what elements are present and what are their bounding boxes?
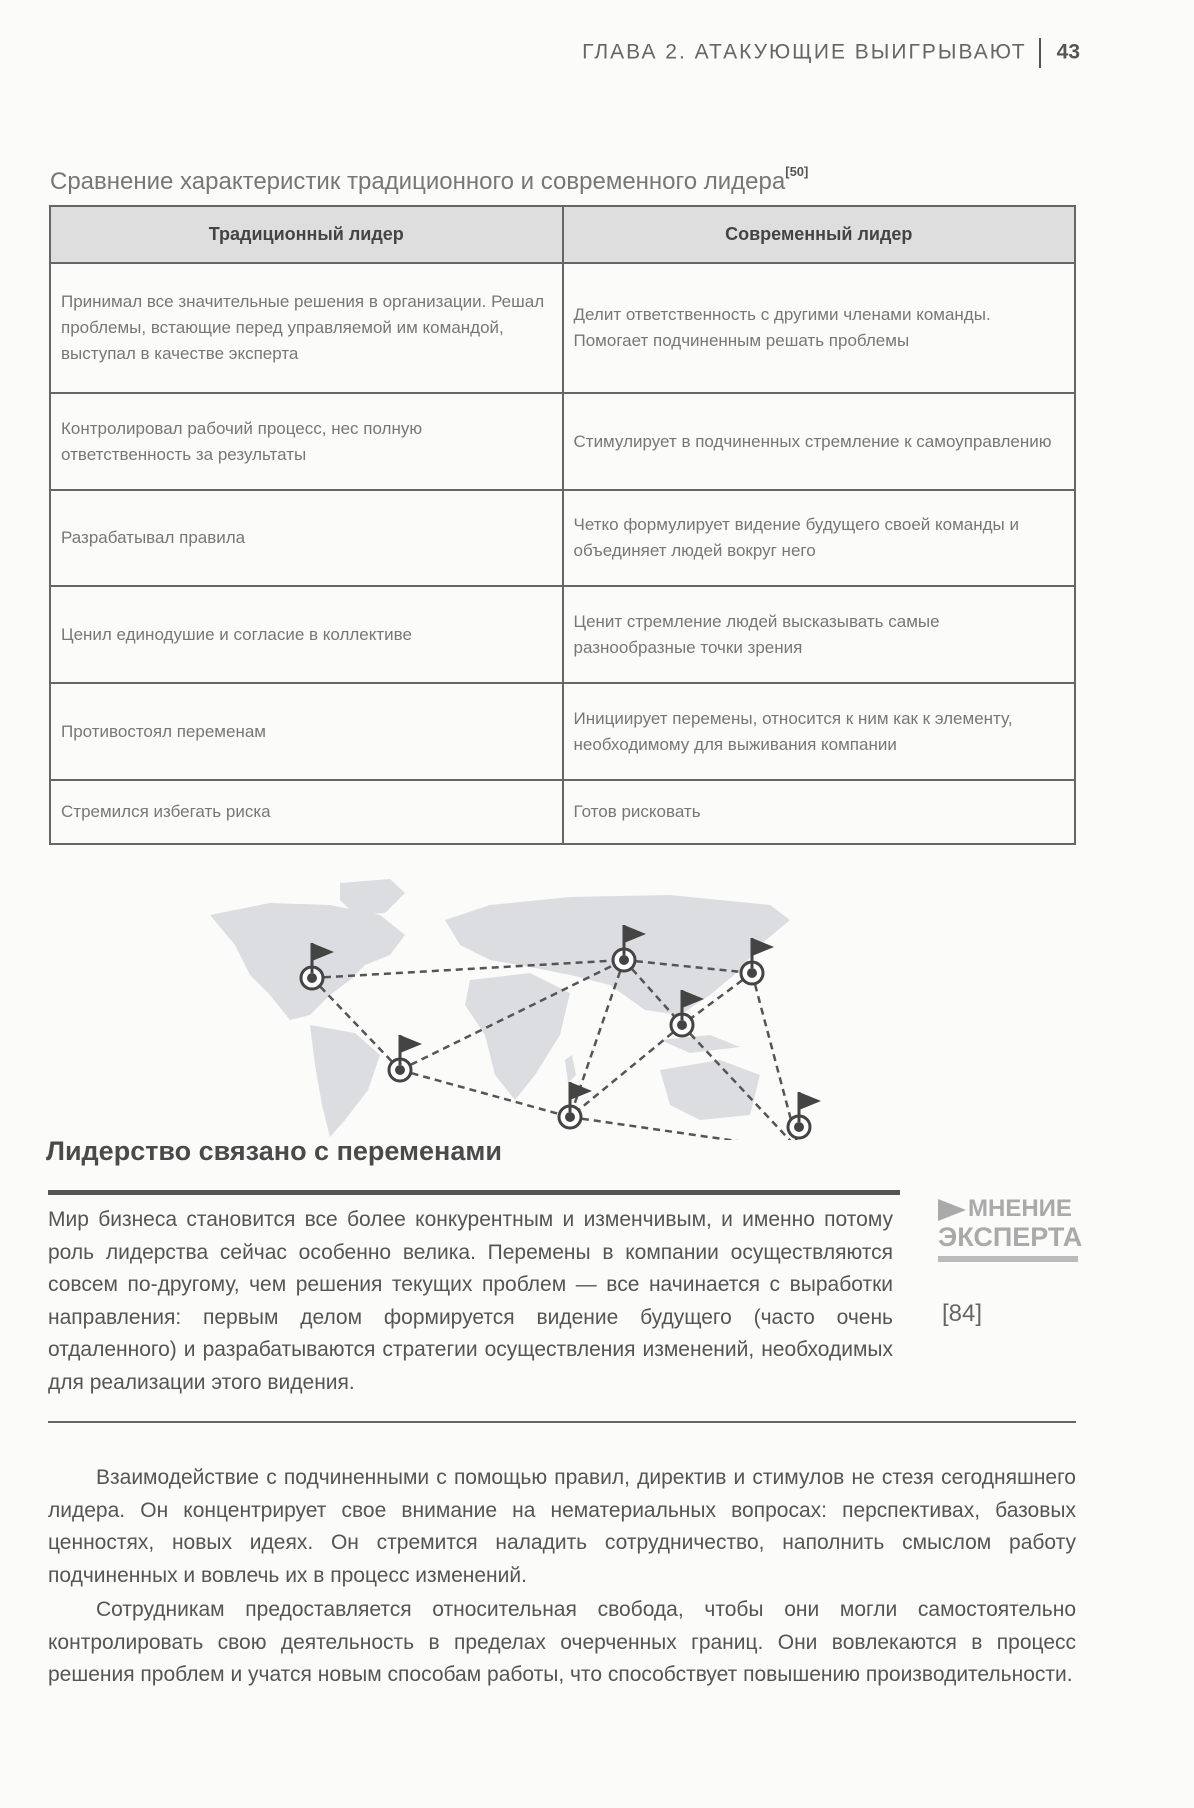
table-row (50, 586, 1075, 683)
table-row (50, 490, 1075, 586)
section-divider-thick (48, 1190, 900, 1195)
chapter-title: ГЛАВА 2. АТАКУЮЩИЕ ВЫИГРЫВАЮТ (582, 40, 1027, 64)
section-divider-thin (48, 1421, 1076, 1423)
expert-badge-underline (938, 1256, 1078, 1262)
table-cell: Контролировал рабочий процесс, нес полную ответственность за результаты (50, 393, 563, 490)
table-cell: Стимулирует в подчиненных стремление к самоуправлению (563, 393, 1076, 490)
expert-badge-line1: МНЕНИЕ (938, 1196, 1078, 1222)
body-paragraph: Взаимодействие с подчиненными с помощью правил, директив и стимулов не стезя сегодняшнего лидера. Он концентрирует свое внимание на нематериальных вопросах: перспективах, базовых ценностях, новых идеях. Он стремится наладить сотрудничество, наполнить смыслом работу подчиненных и вовлечь их в процесс изменений. (48, 1466, 1076, 1587)
world-map-illustration (190, 875, 890, 1140)
play-triangle-icon (938, 1199, 966, 1221)
body-text (48, 1462, 1076, 1694)
expert-opinion-paragraph: Мир бизнеса становится все более конкурентным и изменчивым, и именно потому роль лидерства сейчас особенно велика. Перемены в компании осуществляются совсем по-другому, чем решения текущих проблем — все начинается с выработки направления: первым делом формируется видение будущего (часто очень отдаленного) и разрабатываются стратегии осуществления изменений, необходимых для реализации этого видения. (48, 1208, 893, 1394)
expert-badge-line2: ЭКСПЕРТА (938, 1222, 1083, 1252)
page-number: 43 (1056, 40, 1080, 64)
table-cell: Делит ответственность с другими членами команды. Помогает подчиненным решать проблемы (563, 263, 1076, 393)
table-cell: Готов рисковать (563, 780, 1076, 844)
column-header-traditional: Традиционный лидер (50, 206, 563, 263)
table-header-row (50, 206, 1075, 263)
table-cell: Инициирует перемены, относится к ним как к элементу, необходимому для выживания компании (563, 683, 1076, 780)
table-cell: Ценит стремление людей высказывать самые разнообразные точки зрения (563, 586, 1076, 683)
table-cell: Ценил единодушие и согласие в коллективе (50, 586, 563, 683)
expert-opinion-text (48, 1204, 893, 1399)
expert-reference: [84] (942, 1300, 983, 1327)
table-cell: Стремился избегать риска (50, 780, 563, 844)
caption-text: Сравнение характеристик традиционного и современного лидера (50, 168, 786, 195)
expert-opinion-badge (938, 1195, 1083, 1262)
flag-marker-africa (559, 1082, 592, 1128)
running-head (560, 38, 1080, 68)
table-row (50, 263, 1075, 393)
table-cell: Разрабатывал правила (50, 490, 563, 586)
body-paragraph: Сотрудникам предоставляется относительная свобода, чтобы они могли самостоятельно контролировать свою деятельность в пределах очерченных границ. Они вовлекаются в процесс решения проблем и учатся новым способам работы, что способствует повышению производительности. (48, 1598, 1076, 1686)
table-cell: Принимал все значительные решения в организации. Решал проблемы, встающие перед управляемой им командой, выступал в качестве эксперта (50, 263, 563, 393)
header-divider (1039, 38, 1041, 68)
table-cell: Четко формулирует видение будущего своей команды и объединяет людей вокруг него (563, 490, 1076, 586)
section-heading: Лидерство связано с переменами (46, 1136, 502, 1166)
table-row (50, 683, 1075, 780)
table-cell: Противостоял переменам (50, 683, 563, 780)
comparison-table (49, 205, 1076, 845)
table-caption (50, 164, 809, 196)
table-row (50, 780, 1075, 844)
flag-marker-australia (788, 1092, 821, 1138)
caption-reference: [50] (785, 164, 809, 179)
table-row (50, 393, 1075, 490)
column-header-modern: Современный лидер (563, 206, 1076, 263)
